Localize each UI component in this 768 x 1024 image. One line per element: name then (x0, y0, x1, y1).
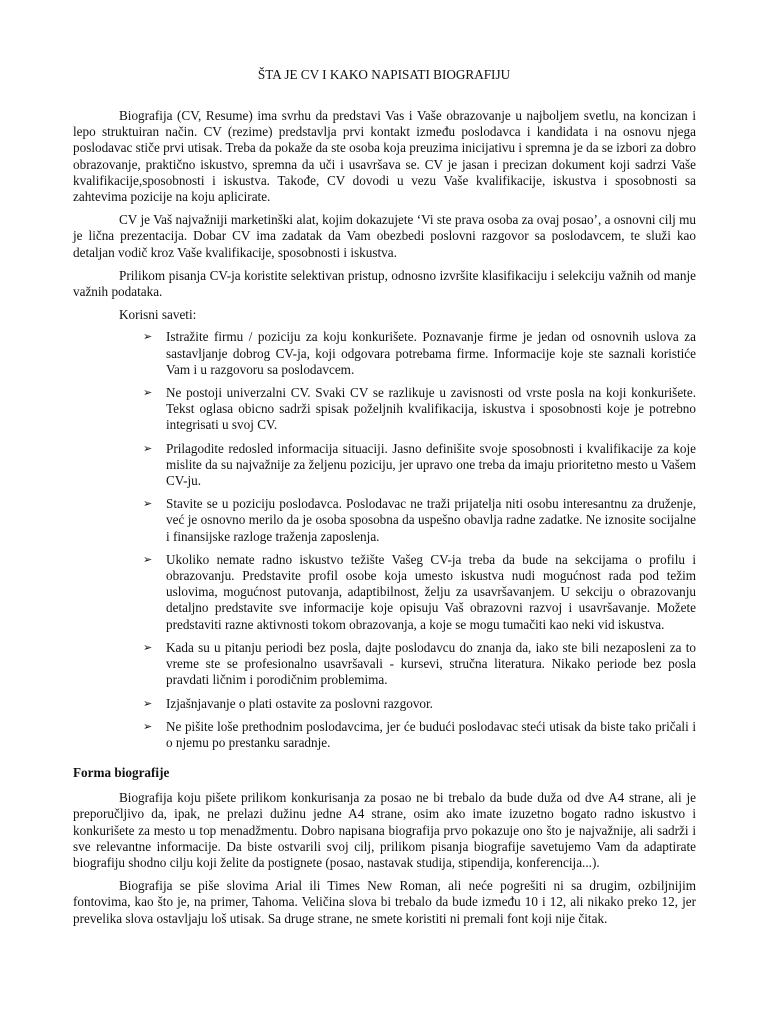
list-item (143, 640, 696, 689)
list-item-text: Stavite se u poziciju poslodavca. Poslodavac ne traži prijatelja niti osobu interesantnu za druženje, već je osnovno merilo da je osoba sposobna da uspešno obavlja radne zadatke. Ne iznosite socijalne i finansijske razloge traženja zaposlenja. (166, 496, 696, 544)
list-item-text: Ne postoji univerzalni CV. Svaki CV se razlikuje u zavisnosti od vrste posla na koji konkurišete. Tekst oglasa obicno sadrži spisak poželjnih kvalifikacija, iskustva i sposobnosti koje je potrebno integrisati u svoj CV. (166, 385, 696, 433)
list-item (143, 329, 696, 378)
list-item (143, 719, 696, 751)
section-paragraph: Biografija se piše slovima Arial ili Times New Roman, ali neće pogrešiti ni sa drugim, ozbiljnijim fontovima, kao što je, na primer, Tahoma. Veličina slova bi trebalo da bude između 10 i 12, ali nikako preko 12, jer prevelika slova ostavljaju loš utisak. Sa druge strane, ne smete koristiti ni premali font koji nije čitak. (73, 878, 696, 926)
arrow-bullet-icon: ➢ (143, 696, 153, 710)
list-item-text: Kada su u pitanju periodi bez posla, dajte poslodavcu do znanja da, iako ste bili nezaposleni za to vreme ste se profesionalno usavršavali - kursevi, stručna literatura. Nikako periode bez posla pravdati ličnim i porodičnim problemima. (166, 639, 696, 688)
arrow-bullet-icon: ➢ (143, 640, 153, 654)
arrow-bullet-icon: ➢ (143, 441, 153, 455)
list-item (143, 552, 696, 633)
tips-list (73, 329, 696, 751)
list-item (143, 385, 696, 434)
section-paragraph: Biografija koju pišete prilikom konkurisanja za posao ne bi trebalo da bude duža od dve A4 strane, ali je preporučljivo da, ipak, ne prelazi dužinu jedne A4 strane, osim ako imate izuzetno bogato radno iskustvo i konkurišete za mesto u top menadžmentu. Dobro napisana biografija prvo pokazuje ono što je najvažnije, ali sadrži i sve relevantne informacije. Da biste ostvarili svoj cilj, prilikom pisanja biografije savetujemo Vam da adaptirate biografiju shodno cilju koji želite da postignete (posao, nastavak studija, stipendija, konferencija...). (73, 790, 696, 870)
document-title: ŠTA JE CV I KAKO NAPISATI BIOGRAFIJU (257, 67, 511, 82)
tips-label: Korisni saveti: (119, 307, 197, 323)
list-item-text: Prilagodite redosled informacija situaciji. Jasno definišite svoje sposobnosti i kvalifikacije za koje mislite da su najvažnije za željenu poziciju, jer upravo one treba da imaju prioritetno mesto u Vašem CV-ju. (166, 440, 696, 489)
document-body (73, 108, 696, 934)
list-item-text: Izjašnjavanje o plati ostavite za poslovni razgovor. (166, 695, 433, 711)
intro-paragraph: CV je Vaš najvažniji marketinški alat, kojim dokazujete ‘Vi ste prava osoba za ovaj posao’, a osnovni cilj mu je lična prezentacija. Dobar CV ima zadatak da Vam obezbedi poslovni razgovor sa poslodavcem, te služi kao detaljan vodič kroz Vaše kvalifikacije, sposobnosti i iskustva. (73, 212, 696, 260)
intro-paragraph: Biografija (CV, Resume) ima svrhu da predstavi Vas i Vaše obrazovanje u najboljem svetlu, na koncizan i lepo struktuiran način. CV (rezime) predstavlja prvi kontakt između poslodavca i kandidata i na osnovu njega poslodavac stiče prvi utisak. Treba da pokaže da ste osoba koja preuzima inicijativu i spremna je da se izbori za dobro obrazovanje, praktično iskustvo, spremna da uči i usavršava se. CV je jasan i precizan dokument koji sadrzi Vaše kvalifikacije,sposobnosti i iskustva. Takođe, CV dovodi u vezu Vaše kvalifikacije, iskustva i sposobnosti sa zahtevima pozicije na koju aplicirate. (73, 108, 696, 205)
intro-paragraph: Prilikom pisanja CV-ja koristite selektivan pristup, odnosno izvršite klasifikaciju i selekciju važnih od manje važnih podataka. (73, 267, 696, 300)
list-item-text: Istražite firmu / poziciju za koju konkurišete. Poznavanje firme je jedan od osnovnih uslova za sastavljanje dobrog CV-ja, koji odgovara potrebama firme. Informacije koje ste saznali koristiće Vam i u razgovoru sa poslodavcem. (166, 329, 696, 377)
arrow-bullet-icon: ➢ (143, 386, 153, 400)
arrow-bullet-icon: ➢ (143, 552, 153, 566)
list-item-text: Ne pišite loše prethodnim poslodavcima, jer će budući poslodavac steći utisak da biste tako pričali i o njemu po prestanku saradnje. (166, 718, 696, 750)
arrow-bullet-icon: ➢ (143, 497, 153, 511)
list-item-text: Ukoliko nemate radno iskustvo težište Vašeg CV-ja treba da bude na sekcijama o profilu i obrazovanju. Predstavite profil osobe koja umesto iskustva nudi mogućnost rada pod težim uslovima, mogućnost putovanja, adaptibilnost, želju za usavršavanjem. U sekciju o obrazovanju detaljno predstavite sve informacije koje opisuju Vaš obrazovni razvoj i usavršavanje. Možete predstaviti razne aktivnosti tokom obrazovanja, a koje se mogu tumačiti kao neki vid iskustva. (166, 551, 696, 632)
list-item (143, 496, 696, 545)
arrow-bullet-icon: ➢ (143, 330, 153, 344)
list-item (143, 696, 696, 712)
arrow-bullet-icon: ➢ (143, 719, 153, 733)
list-item (143, 441, 696, 490)
section-heading: Forma biografije (73, 765, 170, 781)
